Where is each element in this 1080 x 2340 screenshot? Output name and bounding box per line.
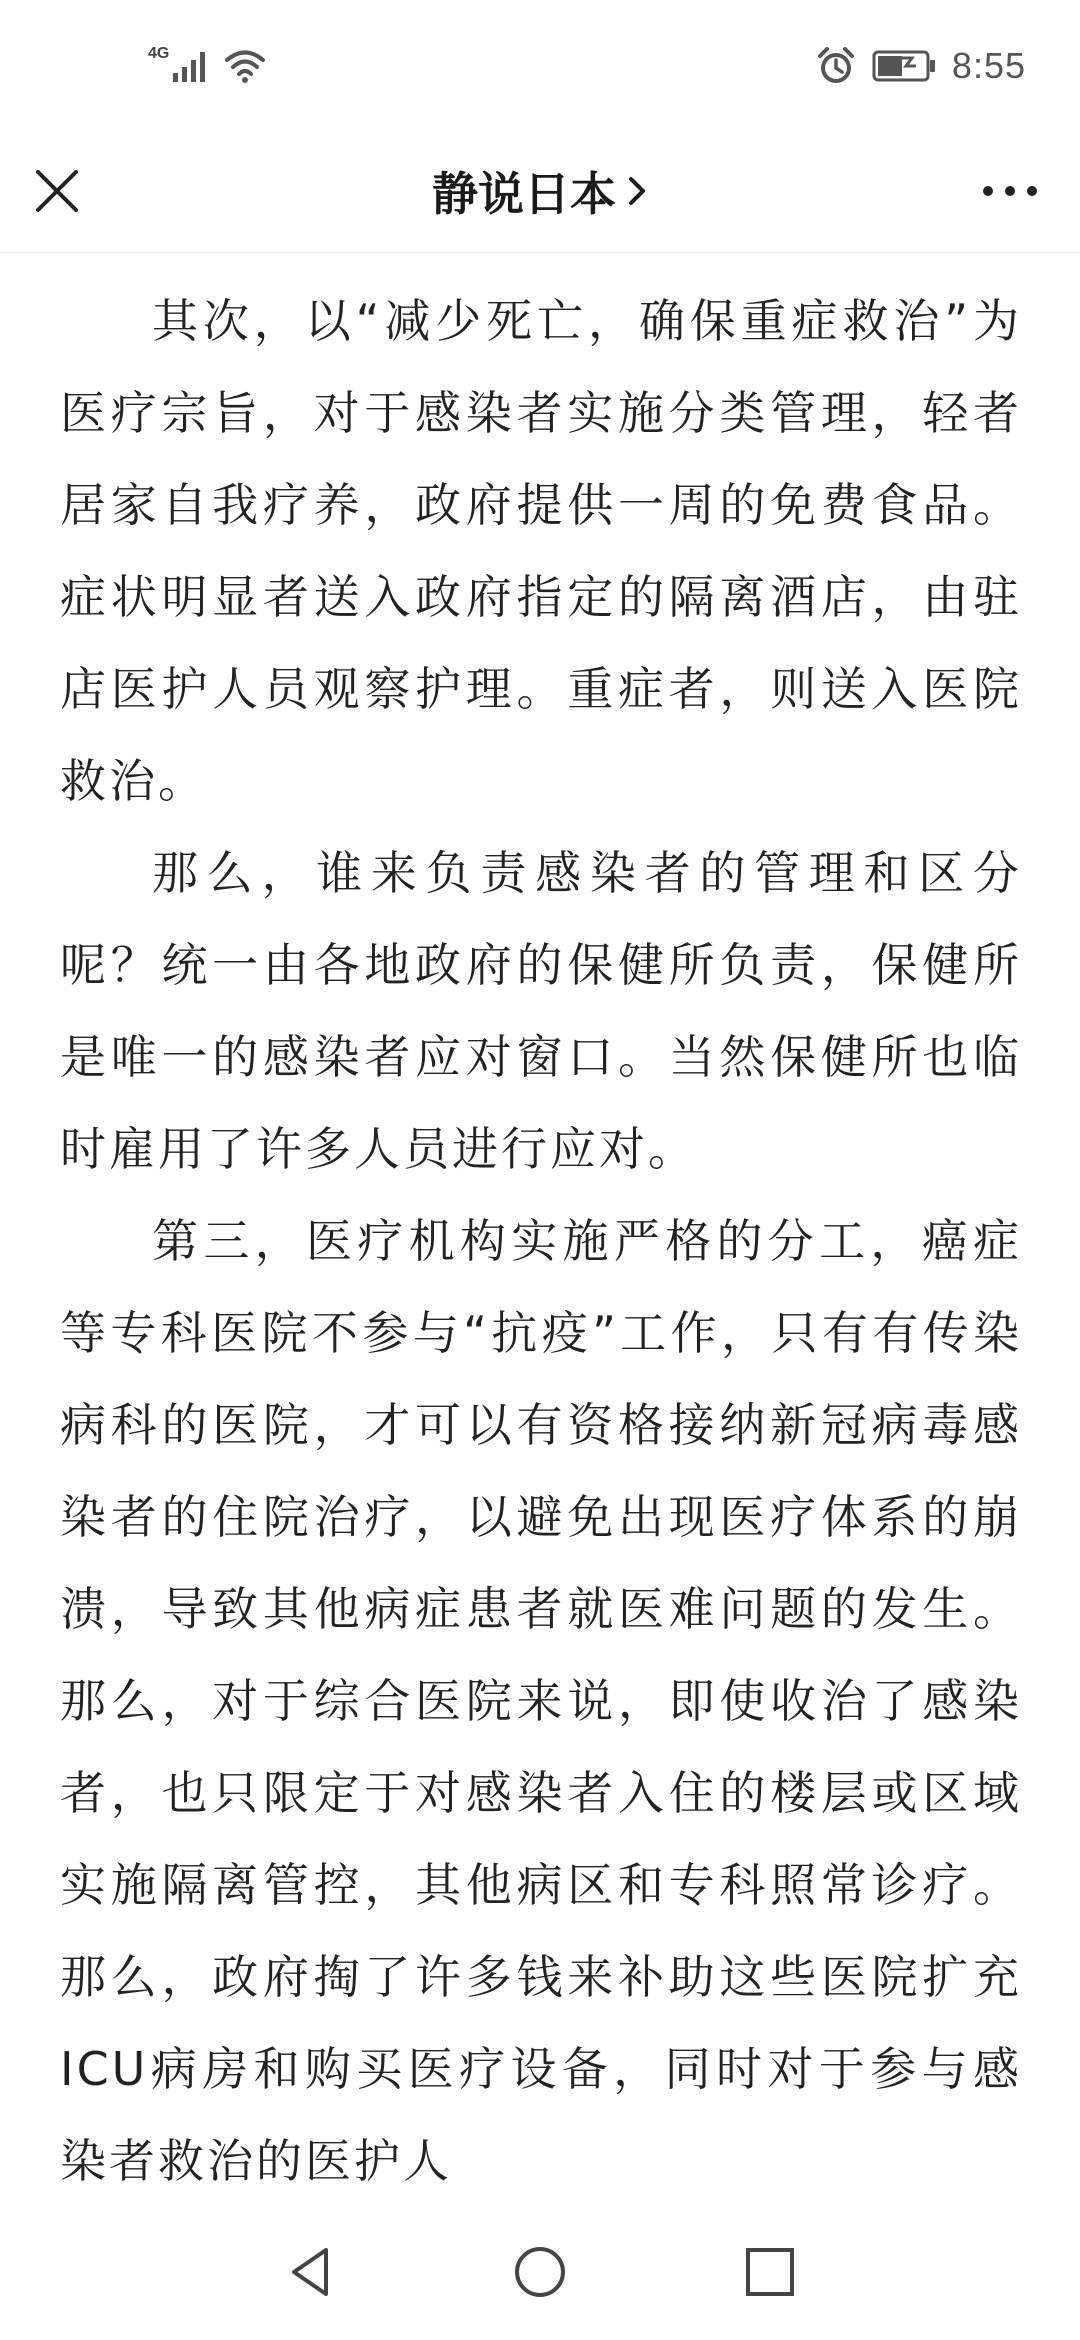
battery-icon — [872, 49, 936, 83]
top-nav-bar — [0, 130, 1080, 253]
article-paragraph-3: 第三，医疗机构实施严格的分工，癌症等专科医院不参与“抗疫”工作，只有有传染病科的医院，才可以有资格接纳新冠病毒感染者的住院治疗，以避免出现医疗体系的崩溃，导致其他病症患者就医难问题的发生。那么，对于综合医院来说，即使收治了感染者，也只限定于对感染者入住的楼层或区域实施隔离管控，其他病区和专科照常诊疗。那么，政府掏了许多钱来补助这些医院扩充ICU病房和购买医疗设备，同时对于参与感染者救治的医护人 — [60, 1214, 1022, 2188]
status-bar — [0, 0, 1080, 130]
close-icon[interactable] — [32, 166, 82, 216]
chevron-right-icon — [626, 173, 648, 209]
wifi-icon — [223, 48, 267, 84]
article-paragraph-1: 其次，以“减少死亡，确保重症救治”为医疗宗旨，对于感染者实施分类管理，轻者居家自我疗养，政府提供一周的免费食品。症状明显者送入政府指定的隔离酒店，由驻店医护人员观察护理。重症者，则送入医院救治。 — [60, 294, 1022, 808]
nav-title-container — [0, 130, 1080, 252]
network-type-label: 4G — [148, 45, 170, 62]
status-right — [816, 42, 1026, 90]
article-body — [60, 275, 1022, 2195]
status-left — [148, 42, 267, 90]
back-triangle-icon[interactable] — [282, 2244, 338, 2300]
home-circle-icon[interactable] — [512, 2244, 568, 2300]
account-name: 静说日本 — [432, 167, 616, 221]
system-nav-bar — [0, 2200, 1080, 2340]
signal-icon — [171, 49, 211, 83]
account-name-link[interactable] — [432, 158, 648, 224]
clock: 8:55 — [951, 45, 1026, 86]
recent-square-icon[interactable] — [742, 2244, 798, 2300]
more-icon[interactable] — [980, 176, 1040, 206]
article-paragraph-2: 那么，谁来负责感染者的管理和区分呢？统一由各地政府的保健所负责，保健所是唯一的感染者应对窗口。当然保健所也临时雇用了许多人员进行应对。 — [60, 846, 1022, 1176]
alarm-icon — [816, 46, 856, 86]
